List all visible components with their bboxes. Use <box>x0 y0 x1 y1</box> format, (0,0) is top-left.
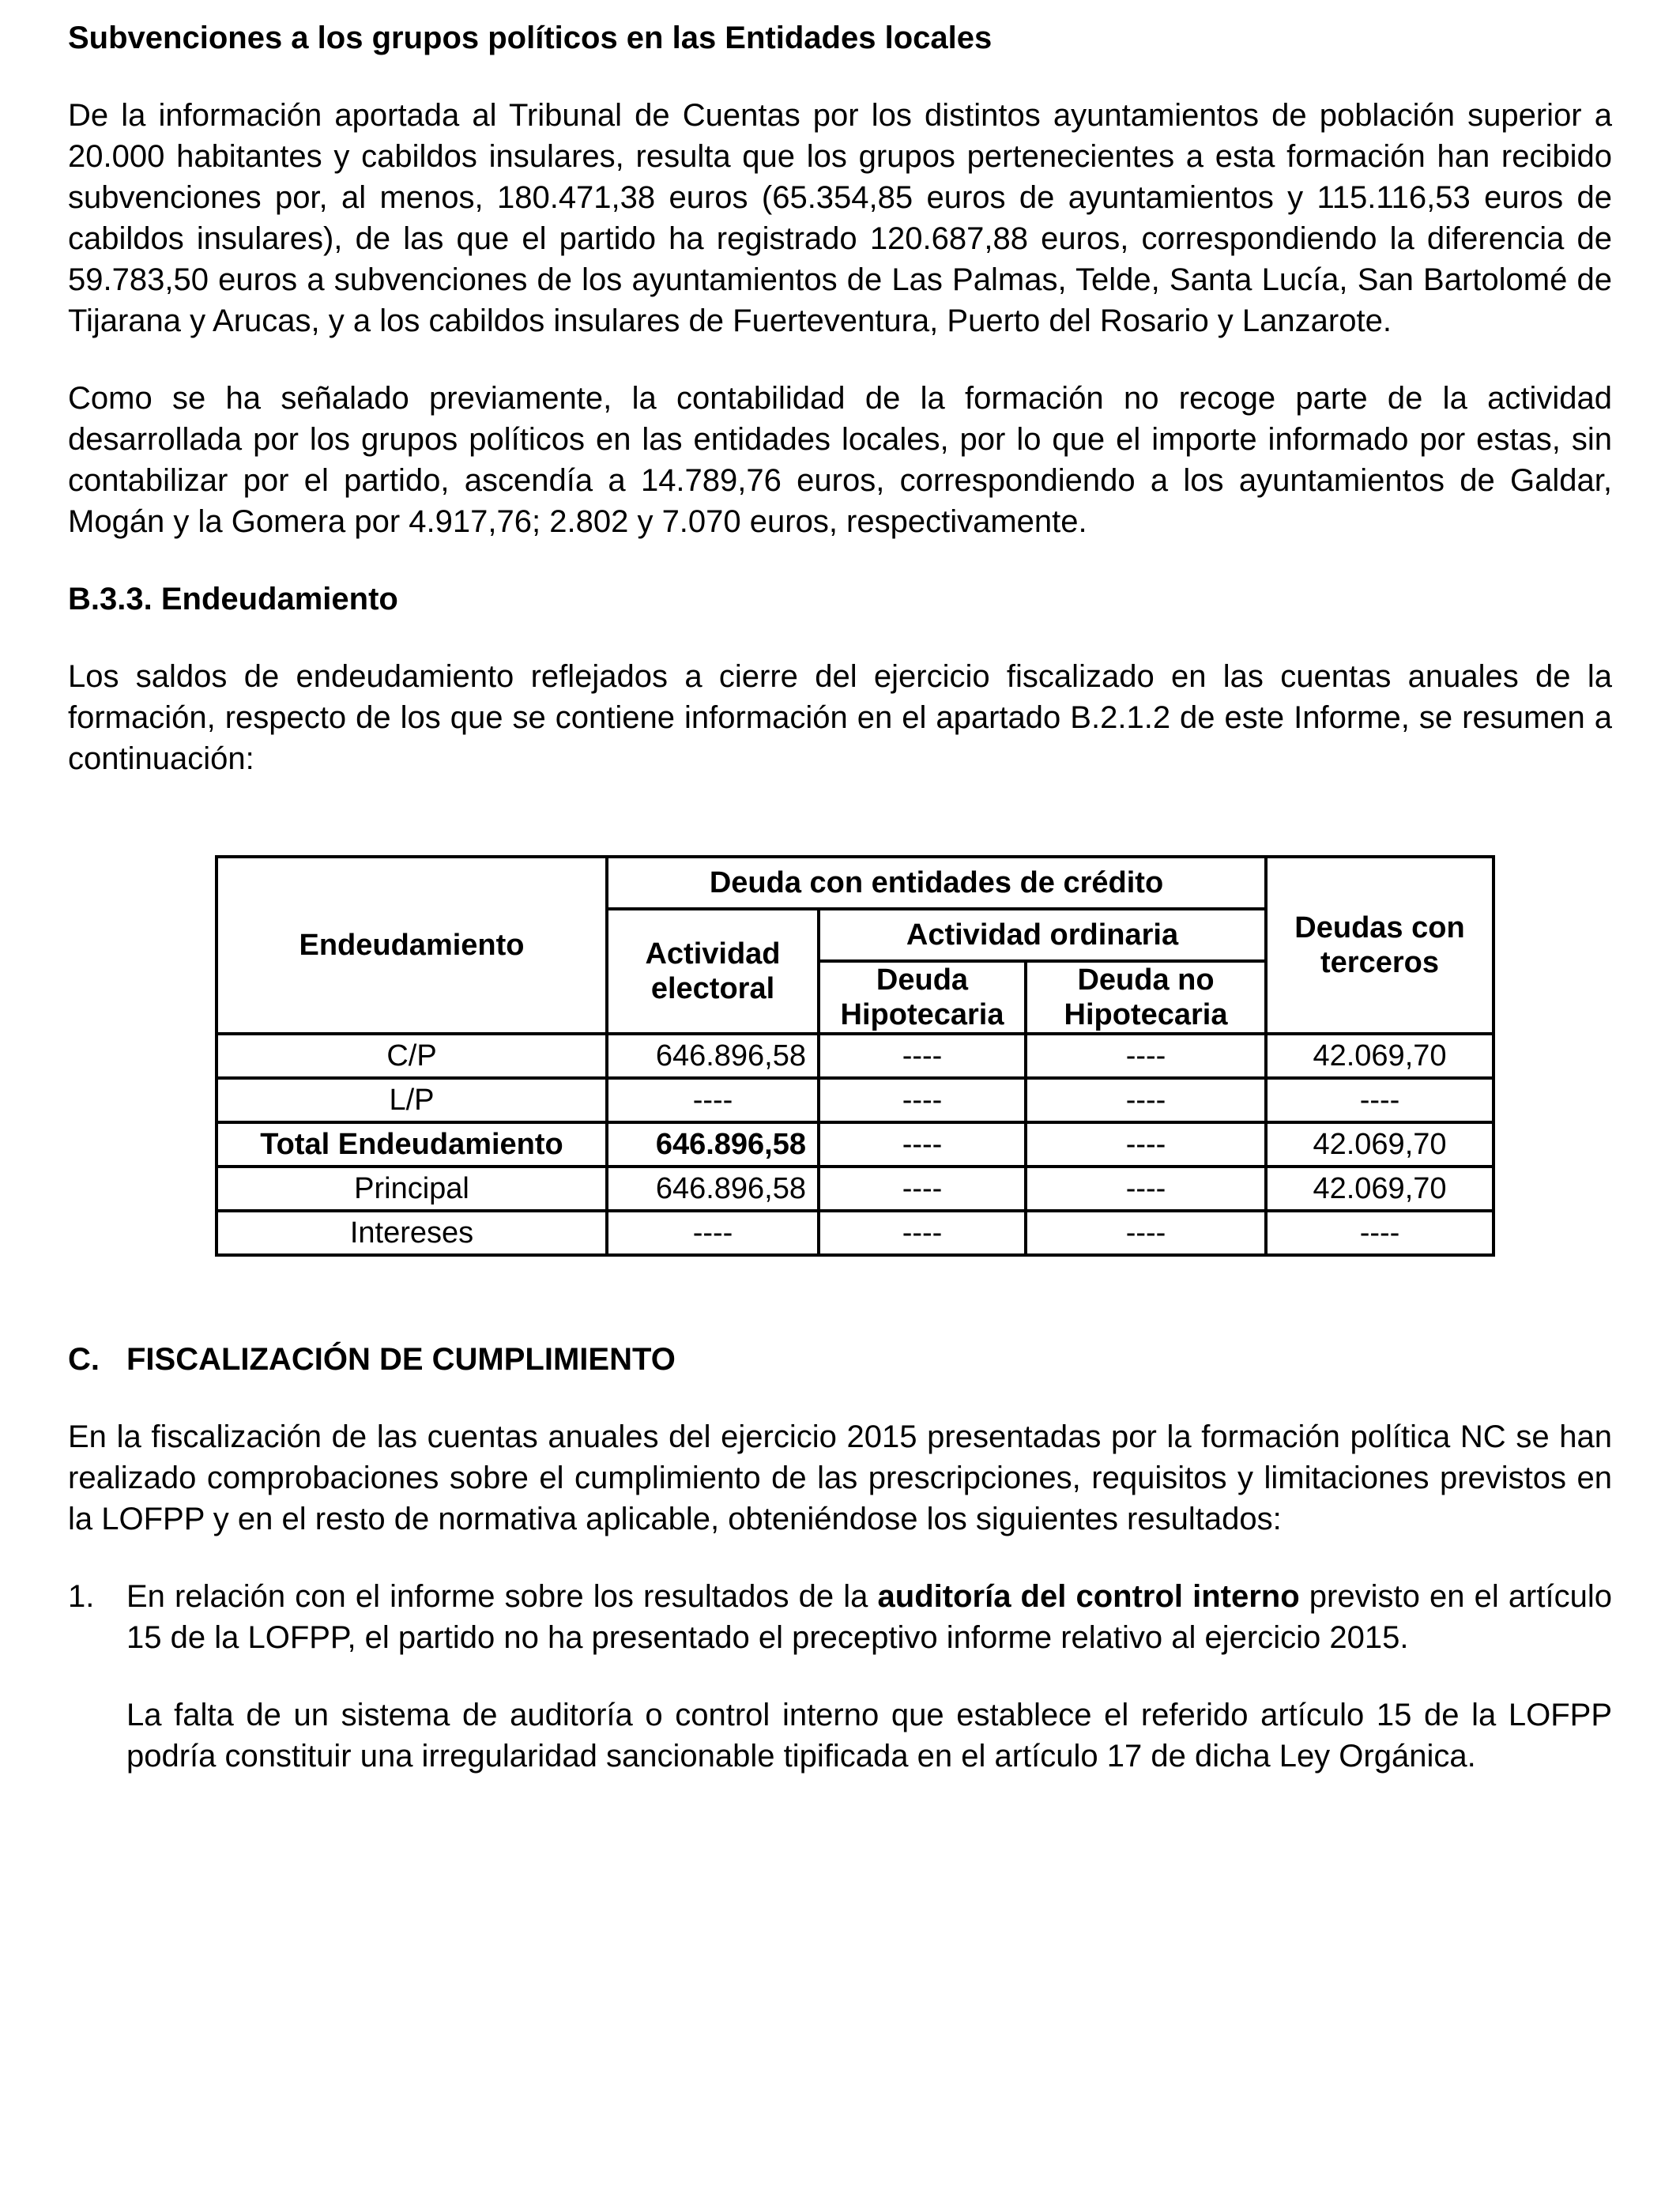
table-row <box>217 1078 1494 1122</box>
cell-terceros: 42.069,70 <box>1266 1034 1494 1078</box>
cell-terceros: 42.069,70 <box>1266 1122 1494 1167</box>
text-bold: auditoría del control interno <box>877 1579 1300 1614</box>
cell-electoral: 646.896,58 <box>607 1034 819 1078</box>
debt-table-wrapper <box>215 855 1612 1257</box>
table-row <box>217 1167 1494 1211</box>
row-label: Total Endeudamiento <box>217 1122 607 1167</box>
cell-no-hipotecaria: ---- <box>1026 1167 1266 1211</box>
debt-table <box>215 855 1495 1257</box>
table-header-row <box>217 857 1494 909</box>
header-actividad-ordinaria: Actividad ordinaria <box>819 909 1266 961</box>
heading-section-c <box>68 1339 1612 1380</box>
cell-no-hipotecaria: ---- <box>1026 1211 1266 1255</box>
cell-electoral: ---- <box>607 1211 819 1255</box>
paragraph-endeudamiento: Los saldos de endeudamiento reflejados a cierre del ejercicio fiscalizado en las cuentas anuales de la formación, respecto de los que se contiene información en el apartado B.2.1.2 de este Informe, se resumen a continuación: <box>68 659 1612 776</box>
list-item-body <box>126 1576 1612 1813</box>
list-item-number: 1. <box>68 1579 95 1614</box>
section-title: FISCALIZACIÓN DE CUMPLIMIENTO <box>126 1342 676 1377</box>
cell-electoral: ---- <box>607 1078 819 1122</box>
section-number: C. <box>68 1342 100 1377</box>
cell-hipotecaria: ---- <box>819 1167 1026 1211</box>
cell-hipotecaria: ---- <box>819 1211 1026 1255</box>
list-item <box>68 1576 1612 1813</box>
header-deudas-terceros: Deudas con terceros <box>1266 857 1494 1034</box>
row-label: Intereses <box>217 1211 607 1255</box>
table-row <box>217 1122 1494 1167</box>
header-deuda-entidades: Deuda con entidades de crédito <box>607 857 1266 909</box>
header-endeudamiento: Endeudamiento <box>217 857 607 1034</box>
header-deuda-no-hipotecaria: Deuda no Hipotecaria <box>1026 961 1266 1034</box>
header-actividad-electoral: Actividad electoral <box>607 909 819 1034</box>
header-deuda-hipotecaria: Deuda Hipotecaria <box>819 961 1026 1034</box>
row-label: C/P <box>217 1034 607 1078</box>
table-row <box>217 1034 1494 1078</box>
cell-no-hipotecaria: ---- <box>1026 1078 1266 1122</box>
cell-no-hipotecaria: ---- <box>1026 1034 1266 1078</box>
paragraph-subvenciones-1: De la información aportada al Tribunal de Cuentas por los distintos ayuntamientos de población superior a 20.000 habitantes y cabildos insulares, resulta que los grupos pertenecientes a esta formación han recibido subvenciones por, al menos, 180.471,38 euros (65.354,85 euros de ayuntamientos y 115.116,53 euros de cabildos insulares), de las que el partido ha registrado 120.687,88 euros, correspondiendo la diferencia de 59.783,50 euros a subvenciones de los ayuntamientos de Las Palmas, Telde, Santa Lucía, San Bartolomé de Tijarana y Arucas, y a los cabildos insulares de Fuerteventura, Puerto del Rosario y Lanzarote. <box>68 98 1612 338</box>
row-label: L/P <box>217 1078 607 1122</box>
cell-no-hipotecaria: ---- <box>1026 1122 1266 1167</box>
cell-terceros: ---- <box>1266 1078 1494 1122</box>
cell-electoral: 646.896,58 <box>607 1122 819 1167</box>
text-after: previsto en el artículo 15 de la LOFPP, el partido no ha presentado el preceptivo informe relativo al ejercicio 2015. <box>126 1579 1612 1655</box>
cell-electoral: 646.896,58 <box>607 1167 819 1211</box>
list-item-paragraph-2: La falta de un sistema de auditoría o control interno que establece el referido artículo 15 de la LOFPP podría constituir una irregularidad sancionable tipificada en el artículo 17 de dicha Ley Orgánica. <box>126 1698 1612 1774</box>
cell-hipotecaria: ---- <box>819 1078 1026 1122</box>
cell-terceros: 42.069,70 <box>1266 1167 1494 1211</box>
paragraph-subvenciones-2: Como se ha señalado previamente, la contabilidad de la formación no recoge parte de la actividad desarrollada por los grupos políticos en las entidades locales, por lo que el importe informado por estas, sin contabilizar por el partido, ascendía a 14.789,76 euros, correspondiendo a los ayuntamientos de Galdar, Mogán y la Gomera por 4.917,76; 2.802 y 7.070 euros, respectivamente. <box>68 381 1612 539</box>
text-before: En relación con el informe sobre los resultados de la <box>126 1579 878 1614</box>
table-row <box>217 1211 1494 1255</box>
heading-subvenciones: Subvenciones a los grupos políticos en las Entidades locales <box>68 21 993 55</box>
row-label: Principal <box>217 1167 607 1211</box>
list-item-paragraph-1 <box>126 1576 1612 1658</box>
paragraph-section-c: En la fiscalización de las cuentas anuales del ejercicio 2015 presentadas por la formación política NC se han realizado comprobaciones sobre el cumplimiento de las prescripciones, requisitos y limitaciones previstos en la LOFPP y en el resto de normativa aplicable, obteniéndose los siguientes resultados: <box>68 1419 1612 1536</box>
cell-hipotecaria: ---- <box>819 1034 1026 1078</box>
cell-hipotecaria: ---- <box>819 1122 1026 1167</box>
heading-endeudamiento: B.3.3. Endeudamiento <box>68 582 398 616</box>
cell-terceros: ---- <box>1266 1211 1494 1255</box>
